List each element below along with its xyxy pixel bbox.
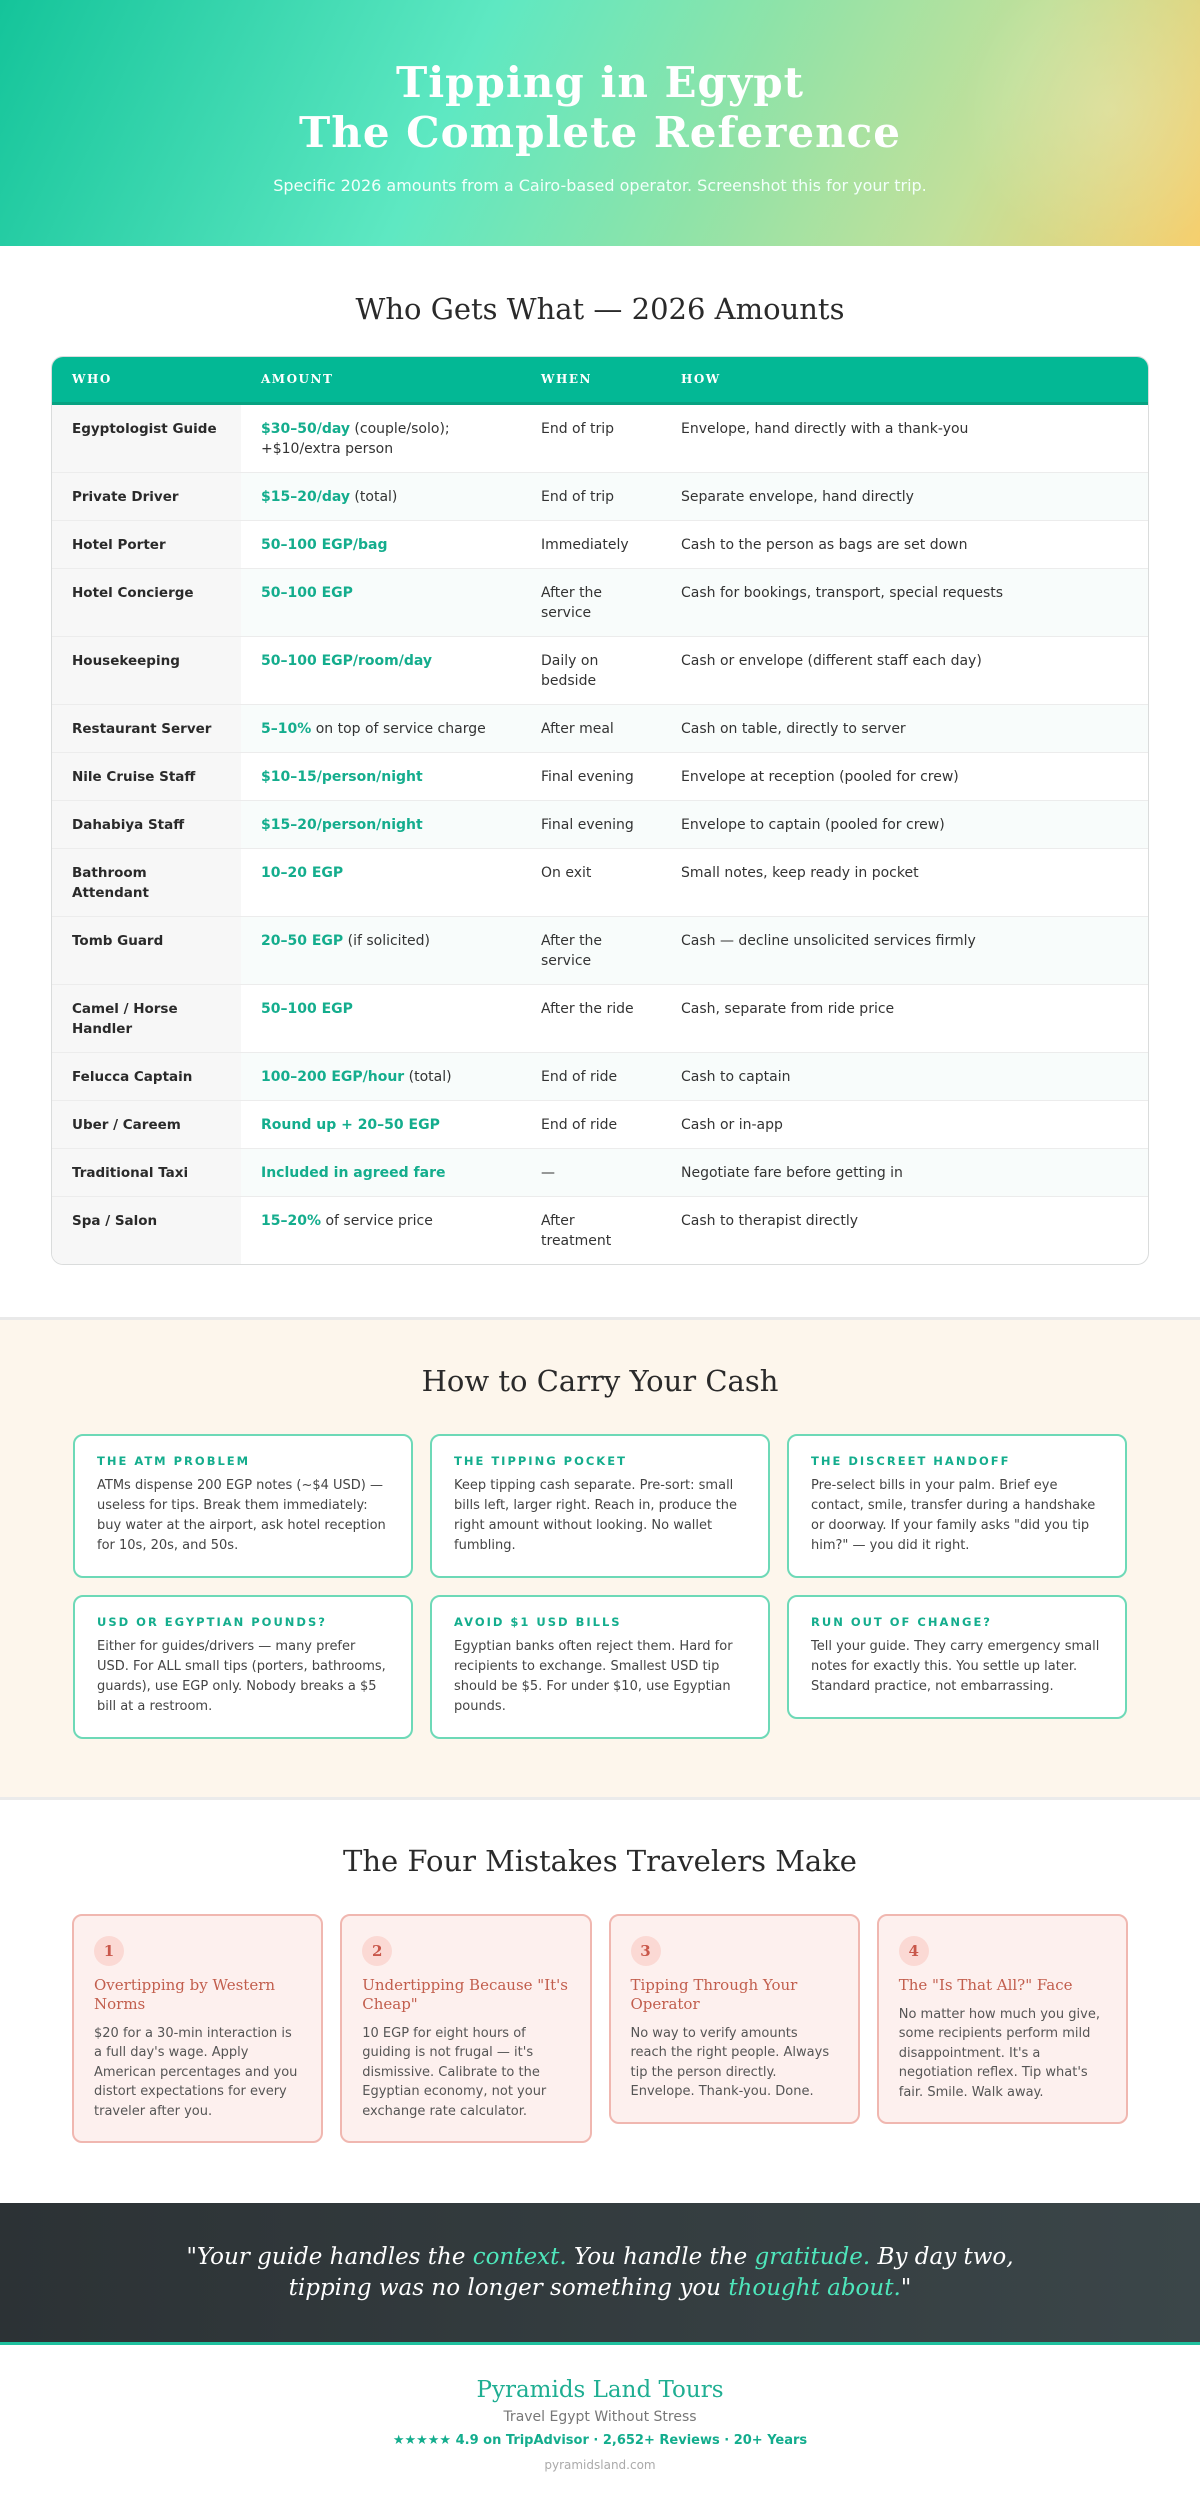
table-row: [52, 984, 1148, 1052]
table-row: [52, 520, 1148, 568]
mistake-body: No way to verify amounts reach the right people. Always tip the person directly. Envelope. Thank-you. Done.: [630, 2025, 830, 2099]
brand-tagline: Travel Egypt Without Stress: [503, 2409, 697, 2425]
amount-value: Included in agreed fare: [261, 1164, 446, 1181]
cell-how: Envelope at reception (pooled for crew): [661, 752, 1148, 800]
cell-how: Small notes, keep ready in pocket: [661, 848, 1148, 916]
quote-highlight: gratitude.: [754, 2243, 871, 2270]
cell-how: Cash on table, directly to server: [661, 704, 1148, 752]
cell-amount: [241, 636, 521, 704]
cell-who: Hotel Porter: [52, 520, 241, 568]
cash-section: [0, 1317, 1200, 1800]
mistake-body: 10 EGP for eight hours of guiding is not frugal — it's dismissive. Calibrate to the Egyptian economy, not your exchange rate calculator.: [362, 2025, 547, 2119]
cell-who: Housekeeping: [52, 636, 241, 704]
cell-when: After treatment: [541, 1212, 612, 1249]
cell-how: Cash for bookings, transport, special requests: [661, 568, 1148, 636]
mistake-card: [340, 1914, 591, 2144]
card-body: Tell your guide. They carry emergency small notes for exactly this. You settle up later. Standard practice, not embarrassing.: [811, 1638, 1100, 1694]
cell-how: Cash or in-app: [661, 1100, 1148, 1148]
cell-amount: [241, 520, 521, 568]
amount-value: 10–20 EGP: [261, 864, 344, 881]
mistake-number-badge: 4: [899, 1936, 929, 1966]
table-row: [52, 1148, 1148, 1196]
amount-note: (total): [404, 1068, 452, 1085]
cell-amount: [241, 472, 521, 520]
amount-value: 50–100 EGP/bag: [261, 536, 388, 553]
cell-how: Cash, separate from ride price: [661, 984, 1148, 1052]
quote-highlight: thought about.: [728, 2274, 901, 2301]
amounts-title: Who Gets What — 2026 Amounts: [355, 292, 845, 326]
quote-part: You handle the: [566, 2243, 755, 2270]
mistake-cards: [72, 1914, 1128, 2144]
mistakes-section: [0, 1800, 1200, 2204]
amount-value: 50–100 EGP: [261, 584, 353, 601]
cell-who: Uber / Careem: [52, 1100, 241, 1148]
brand-name: Pyramids Land Tours: [476, 2377, 724, 2403]
mistake-number-badge: 2: [362, 1936, 392, 1966]
cell-when: On exit: [521, 848, 661, 916]
table-row: [52, 1196, 1148, 1264]
mistake-heading: Overtipping by Western Norms: [94, 1975, 276, 2013]
table-row: [52, 403, 1148, 472]
mistake-card: [609, 1914, 860, 2124]
card-heading: USD OR EGYPTIAN POUNDS?: [97, 1614, 327, 1629]
table-header-row: [52, 357, 1148, 403]
cell-when: Daily on bedside: [521, 636, 661, 704]
cell-who: Camel / Horse Handler: [52, 984, 241, 1052]
mistake-heading: The "Is That All?" Face: [898, 1975, 1073, 1994]
mistake-number-badge: 1: [94, 1936, 124, 1966]
cash-card: [430, 1434, 770, 1578]
card-heading: THE TIPPING POCKET: [454, 1453, 627, 1468]
cell-how: Separate envelope, hand directly: [661, 472, 1148, 520]
header-who: WHO: [52, 357, 241, 403]
cell-amount: [241, 800, 521, 848]
amount-value: $15–20/day: [261, 488, 350, 505]
cell-amount: [241, 1196, 521, 1264]
amount-value: 5–10%: [261, 720, 312, 737]
amount-value: $10–15/person/night: [261, 768, 423, 785]
amount-note: (total): [349, 488, 398, 505]
cash-title: How to Carry Your Cash: [421, 1363, 779, 1398]
card-body: Keep tipping cash separate. Pre-sort: small bills left, larger right. Reach in, produce the right amount without looking. No wallet fumbling.: [454, 1477, 737, 1553]
page-title: [0, 0, 1200, 158]
header-how: HOW: [661, 357, 1148, 403]
cell-how: Envelope to captain (pooled for crew): [661, 800, 1148, 848]
table-row: [52, 848, 1148, 916]
cell-when: After the service: [521, 916, 661, 984]
cell-who: Traditional Taxi: [52, 1148, 241, 1196]
table-row: [52, 472, 1148, 520]
amount-value: Round up + 20–50 EGP: [261, 1116, 440, 1133]
amount-value: 100–200 EGP/hour: [261, 1068, 405, 1085]
cell-how: Cash to captain: [661, 1052, 1148, 1100]
mistake-card: [877, 1914, 1128, 2125]
card-heading: THE ATM PROBLEM: [97, 1453, 251, 1468]
footer: [0, 2345, 1200, 2498]
cell-who: Hotel Concierge: [52, 568, 241, 636]
cell-amount: [241, 1052, 521, 1100]
title-line-2: The Complete Reference: [299, 108, 901, 157]
cell-when: End of trip: [521, 403, 661, 472]
cell-who: Dahabiya Staff: [52, 800, 241, 848]
cell-how: Cash — decline unsolicited services firmly: [661, 916, 1148, 984]
cell-when: Final evening: [521, 800, 661, 848]
table-row: [52, 636, 1148, 704]
cell-who: Tomb Guard: [52, 916, 241, 984]
cell-when: End of ride: [521, 1100, 661, 1148]
mistake-body: No matter how much you give, some recipients perform mild disappointment. It's a negotiation reflex. Tip what's fair. Smile. Walk away.: [898, 2006, 1100, 2100]
table-row: [52, 568, 1148, 636]
amount-value: 50–100 EGP: [261, 1000, 353, 1017]
cell-how: Envelope, hand directly with a thank-you: [661, 403, 1148, 472]
amount-value: 20–50 EGP: [261, 932, 344, 949]
cash-card: [430, 1595, 770, 1739]
card-body: Egyptian banks often reject them. Hard for recipients to exchange. Smallest USD tip should be $5. For under $10, use Egyptian pounds.: [454, 1638, 733, 1714]
cell-who: Restaurant Server: [52, 704, 241, 752]
cell-amount: [241, 984, 521, 1052]
header-amount: AMOUNT: [241, 357, 521, 403]
quote-part: "Your guide handles the: [186, 2243, 473, 2270]
amount-note: (couple/solo); +$10/extra person: [261, 420, 450, 457]
cell-who: Nile Cruise Staff: [52, 752, 241, 800]
card-body: Either for guides/drivers — many prefer USD. For ALL small tips (porters, bathrooms, guards), use EGP only. Nobody breaks a $5 bill at a restroom.: [97, 1638, 386, 1714]
cell-when: After the service: [521, 568, 661, 636]
amount-note: (if solicited): [343, 932, 431, 949]
cell-who: Spa / Salon: [52, 1196, 241, 1264]
cell-who: Private Driver: [52, 472, 241, 520]
cell-who: Bathroom Attendant: [52, 848, 241, 916]
cell-who: Egyptologist Guide: [52, 403, 241, 472]
mistakes-title: The Four Mistakes Travelers Make: [343, 1843, 857, 1878]
cell-amount: [241, 752, 521, 800]
tipping-table: [51, 356, 1149, 1265]
amount-note: of service price: [321, 1212, 433, 1229]
cell-amount: [241, 704, 521, 752]
website-link[interactable]: pyramidsland.com: [544, 2458, 656, 2472]
card-heading: RUN OUT OF CHANGE?: [811, 1614, 992, 1629]
amount-value: 50–100 EGP/room/day: [261, 652, 433, 669]
table-row: [52, 1100, 1148, 1148]
cell-amount: [241, 568, 521, 636]
table-row: [52, 916, 1148, 984]
cell-amount: [241, 1100, 521, 1148]
cell-when: After meal: [521, 704, 661, 752]
cell-when: End of ride: [521, 1052, 661, 1100]
table-row: [52, 752, 1148, 800]
card-heading: THE DISCREET HANDOFF: [811, 1453, 1011, 1468]
cash-card: [787, 1595, 1127, 1719]
mistake-card: [72, 1914, 323, 2144]
cell-when: Final evening: [521, 752, 661, 800]
cell-who: Felucca Captain: [52, 1052, 241, 1100]
cell-amount: [241, 403, 521, 472]
cell-amount: [241, 848, 521, 916]
cash-card: [787, 1434, 1127, 1578]
quote-part: ": [900, 2274, 912, 2301]
cell-amount: [241, 1148, 521, 1196]
quote-text: [180, 2242, 1020, 2304]
amount-value: $30–50/day: [261, 420, 350, 437]
rating-line: ★★★★★ 4.9 on TripAdvisor · 2,652+ Reviews · 20+ Years: [392, 2433, 808, 2448]
cash-card: [73, 1434, 413, 1578]
mistake-body: $20 for a 30-min interaction is a full day's wage. Apply American percentages and you distort expectations for every traveler after you.: [94, 2025, 298, 2119]
hero-banner: [0, 0, 1200, 246]
table-row: [52, 1052, 1148, 1100]
mistake-heading: Tipping Through Your Operator: [630, 1975, 798, 2013]
cell-how: Cash or envelope (different staff each day): [661, 636, 1148, 704]
quote-banner: [0, 2203, 1200, 2345]
table-row: [52, 704, 1148, 752]
card-body: Pre-select bills in your palm. Brief eye contact, smile, transfer during a handshake or doorway. If your family asks "did you tip him?" — you did it right.: [811, 1477, 1096, 1553]
card-body: ATMs dispense 200 EGP notes (~$4 USD) — useless for tips. Break them immediately: buy water at the airport, ask hotel reception for 10s, 20s, and 50s.: [97, 1477, 386, 1553]
cash-card: [73, 1595, 413, 1739]
mistake-heading: Undertipping Because "It's Cheap": [362, 1975, 568, 2013]
cell-how: Cash to the person as bags are set down: [661, 520, 1148, 568]
hero-subtitle: Specific 2026 amounts from a Cairo-based operator. Screenshot this for your trip.: [273, 176, 927, 195]
header-when: WHEN: [521, 357, 661, 403]
title-line-1: Tipping in Egypt: [395, 58, 805, 107]
amounts-section: [0, 246, 1200, 1317]
cell-when: Immediately: [521, 520, 661, 568]
amount-value: 15–20%: [261, 1212, 321, 1229]
quote-part: By day two, tipping was no longer something you: [288, 2243, 1014, 2301]
cell-when: —: [521, 1148, 661, 1196]
cell-how: Cash to therapist directly: [681, 1212, 858, 1229]
cell-how: Negotiate fare before getting in: [661, 1148, 1148, 1196]
cell-when: End of trip: [521, 472, 661, 520]
amount-note: on top of service charge: [311, 720, 486, 737]
mistake-number-badge: 3: [631, 1936, 661, 1966]
cell-when: After the ride: [521, 984, 661, 1052]
cell-amount: [241, 916, 521, 984]
table-row: [52, 800, 1148, 848]
amount-value: $15–20/person/night: [261, 816, 423, 833]
card-heading: AVOID $1 USD BILLS: [454, 1614, 622, 1629]
quote-highlight: context.: [472, 2243, 567, 2270]
cash-cards: [73, 1434, 1127, 1739]
